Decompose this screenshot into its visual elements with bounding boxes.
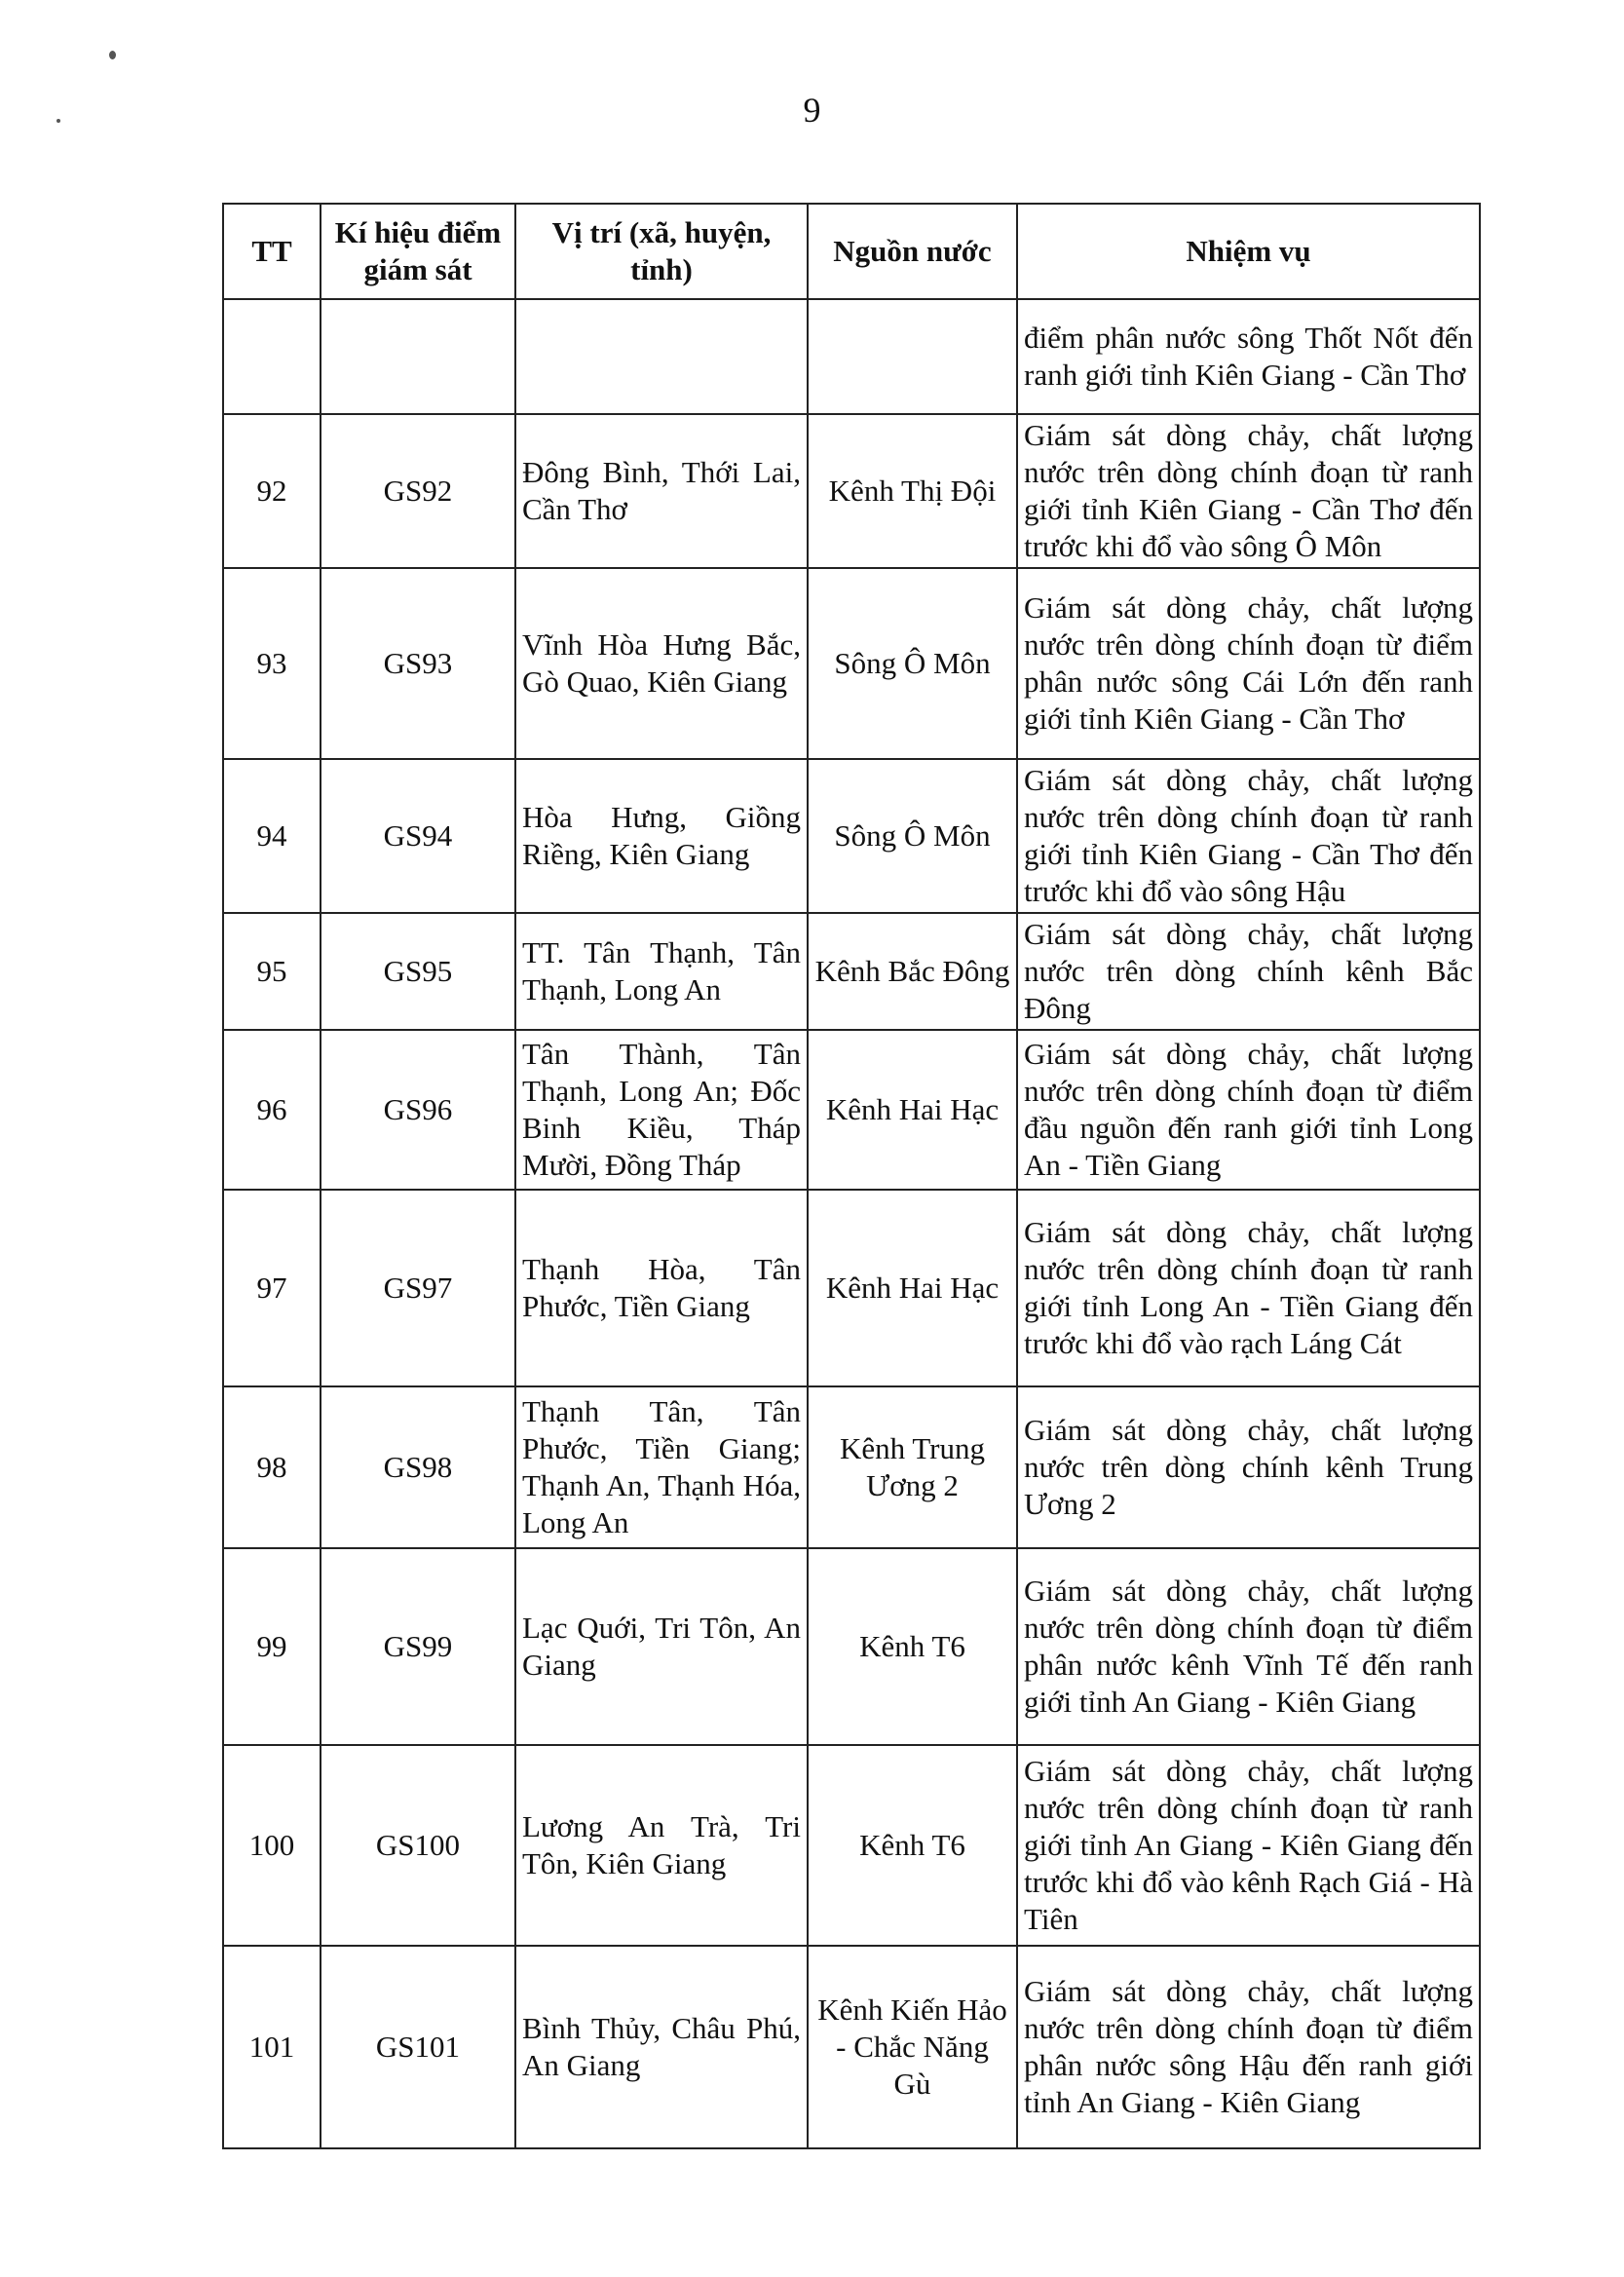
- cell-source: Kênh Hai Hạc: [808, 1030, 1017, 1190]
- cell-code: GS92: [321, 414, 515, 568]
- cell-code: GS99: [321, 1548, 515, 1745]
- cell-task: Giám sát dòng chảy, chất lượng nước trên dòng chính đoạn từ ranh giới tỉnh An Giang - Kiên Giang đến trước khi đổ vào kênh Rạch Giá - Hà Tiên: [1017, 1745, 1480, 1946]
- header-tt: TT: [223, 204, 321, 299]
- header-task: Nhiệm vụ: [1017, 204, 1480, 299]
- cell-task: Giám sát dòng chảy, chất lượng nước trên dòng chính đoạn từ ranh giới tỉnh Long An - Tiền Giang đến trước khi đổ vào rạch Láng Cát: [1017, 1190, 1480, 1386]
- cell-source: Kênh Bắc Đông: [808, 913, 1017, 1030]
- cell-source: Kênh Hai Hạc: [808, 1190, 1017, 1386]
- cell-source: Sông Ô Môn: [808, 759, 1017, 913]
- cell-location: Đông Bình, Thới Lai, Cần Thơ: [515, 414, 808, 568]
- cell-code: GS100: [321, 1745, 515, 1946]
- cell-tt: 94: [223, 759, 321, 913]
- cell-tt: 92: [223, 414, 321, 568]
- cell-tt: 96: [223, 1030, 321, 1190]
- cell-code: GS94: [321, 759, 515, 913]
- table-row: [223, 1548, 1480, 1745]
- table-row: [223, 913, 1480, 1030]
- cell-location: Thạnh Hòa, Tân Phước, Tiền Giang: [515, 1190, 808, 1386]
- header-code: Kí hiệu điểm giám sát: [321, 204, 515, 299]
- cell-source: Kênh T6: [808, 1548, 1017, 1745]
- cell-location: Vĩnh Hòa Hưng Bắc, Gò Quao, Kiên Giang: [515, 568, 808, 759]
- cell-location: Lạc Quới, Tri Tôn, An Giang: [515, 1548, 808, 1745]
- header-source: Nguồn nước: [808, 204, 1017, 299]
- cell-tt: 100: [223, 1745, 321, 1946]
- cell-tt: 95: [223, 913, 321, 1030]
- cell-task: Giám sát dòng chảy, chất lượng nước trên dòng chính kênh Bắc Đông: [1017, 913, 1480, 1030]
- cell-task: Giám sát dòng chảy, chất lượng nước trên dòng chính đoạn từ điểm phân nước kênh Vĩnh Tế đến ranh giới tỉnh An Giang - Kiên Giang: [1017, 1548, 1480, 1745]
- header-location: Vị trí (xã, huyện, tỉnh): [515, 204, 808, 299]
- table-row: [223, 299, 1480, 414]
- cell-code: GS93: [321, 568, 515, 759]
- table-row: [223, 1946, 1480, 2148]
- cell-source: Kênh Thị Đội: [808, 414, 1017, 568]
- table-row: [223, 414, 1480, 568]
- scan-speck: [109, 51, 116, 59]
- cell-code: GS97: [321, 1190, 515, 1386]
- cell-tt: 99: [223, 1548, 321, 1745]
- scan-speck: [57, 119, 60, 123]
- cell-source: Kênh T6: [808, 1745, 1017, 1946]
- cell-code: GS101: [321, 1946, 515, 2148]
- cell-code: GS96: [321, 1030, 515, 1190]
- cell-location: Thạnh Tân, Tân Phước, Tiền Giang; Thạnh An, Thạnh Hóa, Long An: [515, 1386, 808, 1548]
- cell-task: Giám sát dòng chảy, chất lượng nước trên dòng chính đoạn từ điểm phân nước sông Hậu đến ranh giới tỉnh An Giang - Kiên Giang: [1017, 1946, 1480, 2148]
- table-row: [223, 1030, 1480, 1190]
- cell-tt: 97: [223, 1190, 321, 1386]
- cell-location: Bình Thủy, Châu Phú, An Giang: [515, 1946, 808, 2148]
- cell-code: [321, 299, 515, 414]
- cell-task: Giám sát dòng chảy, chất lượng nước trên dòng chính đoạn từ ranh giới tỉnh Kiên Giang - Cần Thơ đến trước khi đổ vào sông Hậu: [1017, 759, 1480, 913]
- cell-task: Giám sát dòng chảy, chất lượng nước trên dòng chính đoạn từ ranh giới tỉnh Kiên Giang - Cần Thơ đến trước khi đổ vào sông Ô Môn: [1017, 414, 1480, 568]
- cell-location: Hòa Hưng, Giồng Riềng, Kiên Giang: [515, 759, 808, 913]
- monitoring-points-table: [222, 203, 1481, 2149]
- cell-source: Sông Ô Môn: [808, 568, 1017, 759]
- cell-tt: 101: [223, 1946, 321, 2148]
- cell-tt: [223, 299, 321, 414]
- table-row: [223, 1190, 1480, 1386]
- cell-task: Giám sát dòng chảy, chất lượng nước trên dòng chính đoạn từ điểm đầu nguồn đến ranh giới tỉnh Long An - Tiền Giang: [1017, 1030, 1480, 1190]
- cell-task: Giám sát dòng chảy, chất lượng nước trên dòng chính đoạn từ điểm phân nước sông Cái Lớn đến ranh giới tỉnh Kiên Giang - Cần Thơ: [1017, 568, 1480, 759]
- monitoring-points-table-wrapper: [222, 203, 1479, 2149]
- cell-code: GS95: [321, 913, 515, 1030]
- cell-location: [515, 299, 808, 414]
- cell-location: Lương An Trà, Tri Tôn, Kiên Giang: [515, 1745, 808, 1946]
- table-row: [223, 568, 1480, 759]
- cell-source: [808, 299, 1017, 414]
- table-row: [223, 1745, 1480, 1946]
- table-row: [223, 1386, 1480, 1548]
- cell-location: Tân Thành, Tân Thạnh, Long An; Đốc Binh Kiều, Tháp Mười, Đồng Tháp: [515, 1030, 808, 1190]
- cell-task: điểm phân nước sông Thốt Nốt đến ranh giới tỉnh Kiên Giang - Cần Thơ: [1017, 299, 1480, 414]
- cell-tt: 93: [223, 568, 321, 759]
- cell-source: Kênh Trung Ương 2: [808, 1386, 1017, 1548]
- table-header-row: [223, 204, 1480, 299]
- cell-source: Kênh Kiến Hảo - Chắc Năng Gù: [808, 1946, 1017, 2148]
- cell-tt: 98: [223, 1386, 321, 1548]
- cell-task: Giám sát dòng chảy, chất lượng nước trên dòng chính kênh Trung Ương 2: [1017, 1386, 1480, 1548]
- cell-location: TT. Tân Thạnh, Tân Thạnh, Long An: [515, 913, 808, 1030]
- table-row: [223, 759, 1480, 913]
- cell-code: GS98: [321, 1386, 515, 1548]
- page-number: 9: [803, 91, 821, 130]
